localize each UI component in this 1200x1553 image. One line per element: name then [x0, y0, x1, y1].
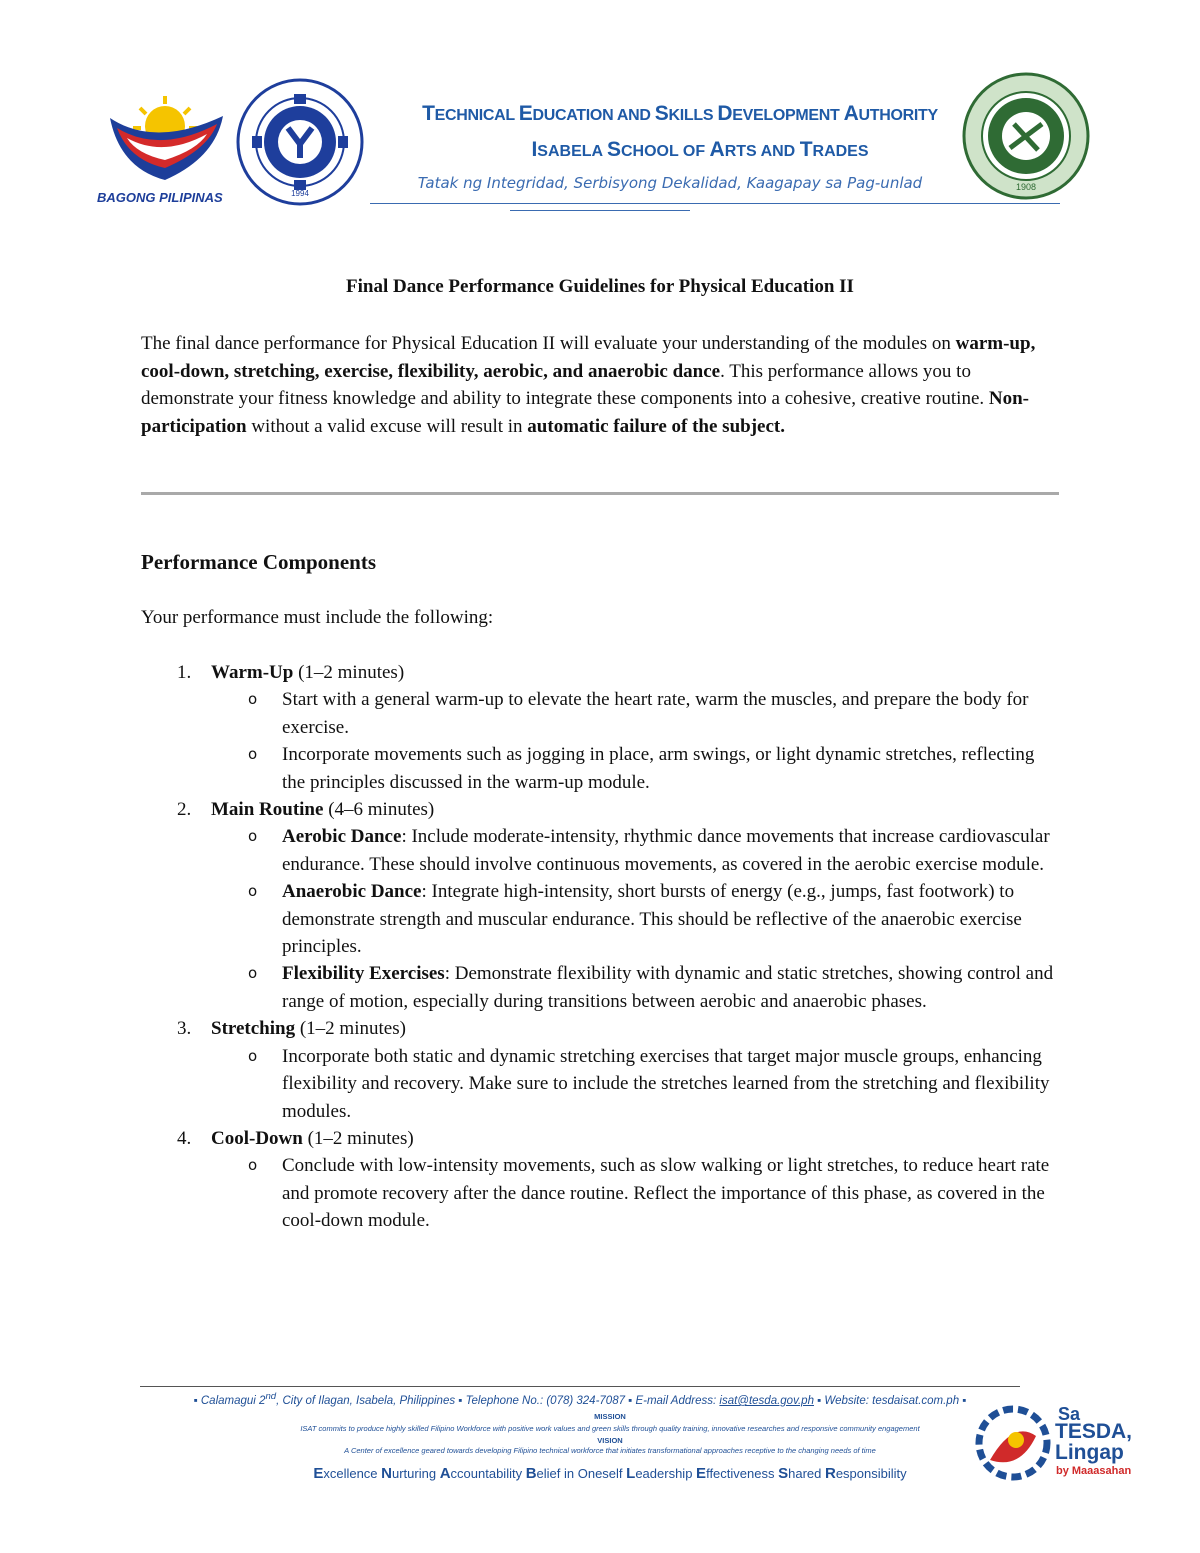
document-title: Final Dance Performance Guidelines for Physical Education II — [346, 276, 854, 297]
item-duration: (4–6 minutes) — [323, 799, 435, 821]
caps-rest: CHOOL OF — [620, 143, 710, 160]
header-divider-short — [510, 210, 690, 211]
vision-heading: VISION — [597, 1436, 623, 1445]
agency-name — [375, 102, 985, 126]
component-item — [141, 796, 1061, 823]
component-subitem — [141, 960, 1061, 1015]
caps-letter: A — [843, 102, 859, 125]
core-value-rest: elief in Oneself — [536, 1466, 627, 1481]
core-values — [140, 1465, 1080, 1482]
section-divider — [141, 492, 1059, 495]
caps-letter: S — [606, 138, 621, 161]
caps-rest: ECHNICAL — [434, 107, 519, 124]
footer-divider — [140, 1386, 1020, 1387]
component-subitem — [141, 741, 1061, 796]
core-value-initial: R — [824, 1465, 836, 1482]
header-divider — [370, 203, 1060, 204]
item-number: 4. — [177, 1127, 192, 1149]
item-number: 1. — [177, 662, 192, 683]
caps-rest: SABELA — [537, 143, 607, 160]
bullet-icon: o — [248, 745, 258, 764]
caps-rest: DUCATION AND — [532, 107, 655, 124]
subitem-text: Start with a general warm-up to elevate the heart rate, warm the muscles, and prepare the body for exercise. — [282, 689, 1029, 738]
intro-paragraph: The final dance performance for Physical Education II will evaluate your understanding of the modules on warm-up, cool-down, stretching, exercise, flexibility, aerobic, and anaerobic dance. This performance allows you to demonstrate your fitness knowledge and ability to integrate these components into a cohesive, creative routine. Non-participation without a valid excuse will result in automatic failure of the subject. — [141, 333, 1036, 437]
component-item — [141, 1125, 1061, 1152]
subitem-label: Flexibility Exercises — [282, 963, 445, 985]
school-motto: Tatak ng Integridad, Serbisyong Dekalidad, Kaagapay sa Pag-unlad — [417, 174, 923, 192]
core-value-rest: ccountability — [450, 1466, 526, 1481]
item-duration: (1–2 minutes) — [295, 1018, 406, 1040]
core-value-rest: urturing — [392, 1466, 440, 1481]
core-value-initial: S — [778, 1465, 789, 1482]
core-value-initial: L — [626, 1465, 636, 1482]
component-subitem — [141, 686, 1061, 741]
lead-text: Your performance must include the following: — [141, 607, 494, 628]
components-list — [141, 659, 1061, 1235]
bullet-icon: o — [248, 882, 258, 901]
item-number: 3. — [177, 1018, 192, 1040]
caps-letter: D — [717, 102, 733, 125]
lingap-logo-icon — [970, 1400, 1056, 1486]
subitem-text: Incorporate movements such as jogging in place, arm swings, or light dynamic stretches, reflecting the principles discussed in the warm-up module. — [282, 744, 1035, 793]
item-title: Stretching — [211, 1018, 296, 1040]
core-value-rest: eadership — [635, 1466, 697, 1481]
caps-rest: KILLS — [668, 107, 718, 124]
core-value-rest: xcellence — [323, 1466, 382, 1481]
subitem-label: Aerobic Dance — [282, 826, 402, 848]
item-duration: (1–2 minutes) — [302, 1127, 414, 1149]
lingap-sa: Sa — [1058, 1404, 1081, 1424]
footer-address: ▪ Calamagui 2nd, City of Ilagan, Isabela, Philippines ▪ Telephone No.: (078) 324-7087 ▪ E-mail Address: isat@tesda.gov.ph ▪ Website: tesdaisat.com.ph ▪ — [193, 1391, 967, 1407]
caps-letter: E — [518, 102, 533, 125]
component-item — [141, 1015, 1061, 1042]
component-item — [141, 659, 1061, 686]
vision-text: A Center of excellence geared towards developing Filipino technical workforce that initiates transformational approaches receptive to the changing needs of time — [344, 1446, 876, 1455]
core-value-initial: E — [696, 1465, 707, 1482]
lingap-tesda: TESDA, — [1055, 1420, 1133, 1443]
component-subitem — [141, 1043, 1061, 1125]
lingap-word: Lingap — [1055, 1441, 1124, 1464]
core-value-initial: B — [525, 1465, 537, 1482]
section-heading: Performance Components — [141, 550, 377, 574]
mission-heading: MISSION — [594, 1412, 626, 1421]
caps-letter: T — [799, 138, 813, 161]
isat-seal-year: 1908 — [1015, 182, 1037, 192]
caps-letter: S — [654, 102, 669, 125]
item-number: 2. — [177, 799, 192, 821]
mission-text: ISAT commits to produce highly skilled Filipino Workforce with positive work values and green skills through quality training, innovative researches and responsive community engagement — [300, 1424, 920, 1433]
school-name — [380, 138, 1020, 162]
core-value-rest: ffectiveness — [706, 1466, 779, 1481]
core-value-initial: E — [313, 1465, 324, 1482]
item-duration: (1–2 minutes) — [293, 662, 405, 683]
caps-rest: EVELOPMENT — [732, 107, 844, 124]
bullet-icon: o — [248, 690, 258, 709]
email-link[interactable]: isat@tesda.gov.ph — [719, 1394, 814, 1407]
core-value-initial: N — [381, 1465, 392, 1482]
tesda-seal-year: 1994 — [291, 189, 309, 198]
item-title: Warm-Up — [211, 662, 294, 683]
core-value-rest: esponsibility — [835, 1466, 907, 1481]
core-value-rest: hared — [788, 1466, 825, 1481]
caps-rest: RTS AND — [724, 143, 800, 160]
bullet-icon: o — [248, 1156, 258, 1175]
item-title: Cool-Down — [211, 1127, 303, 1149]
subitem-label: Anaerobic Dance — [282, 881, 422, 903]
item-title: Main Routine — [211, 799, 324, 821]
caps-letter: I — [531, 138, 538, 161]
bagong-pilipinas-logo — [95, 88, 240, 208]
subitem-text: Incorporate both static and dynamic stretching exercises that target major muscle groups, enhancing flexibility and recovery. Make sure to include the stretches learned from the stretching and flexibility modules. — [282, 1045, 1050, 1122]
subitem-text: : Demonstrate flexibility with dynamic and static stretches, showing control and range of motion, especially during transitions between aerobic and anaerobic phases. — [282, 963, 1054, 1012]
lingap-by: by Maaasahan — [1056, 1465, 1132, 1477]
bullet-icon: o — [248, 1046, 258, 1065]
subitem-text: Conclude with low-intensity movements, such as slow walking or light stretches, to reduce heart rate and promote recovery after the dance routine. Reflect the importance of this phase, as covered in the cool-down module. — [282, 1155, 1050, 1232]
caps-letter: A — [709, 138, 725, 161]
subitem-text: : Include moderate-intensity, rhythmic dance movements that increase cardiovascular endurance. These should involve continuous movements, as covered in the aerobic exercise module. — [282, 826, 1050, 875]
caps-letter: T — [422, 102, 435, 125]
component-subitem — [141, 1152, 1061, 1234]
core-value-initial: A — [439, 1465, 451, 1482]
bullet-icon: o — [248, 827, 258, 846]
component-subitem — [141, 878, 1061, 960]
subitem-text: : Integrate high-intensity, short bursts of energy (e.g., jumps, fast footwork) to demonstrate strength and muscular endurance. This should be reflective of the anaerobic exercise principles. — [282, 881, 1022, 958]
bullet-icon: o — [248, 964, 258, 983]
caps-rest: RADES — [812, 143, 869, 160]
caps-rest: UTHORITY — [858, 107, 938, 124]
component-subitem — [141, 823, 1061, 878]
bagong-pilipinas-text: BAGONG PILIPINAS — [97, 190, 223, 205]
